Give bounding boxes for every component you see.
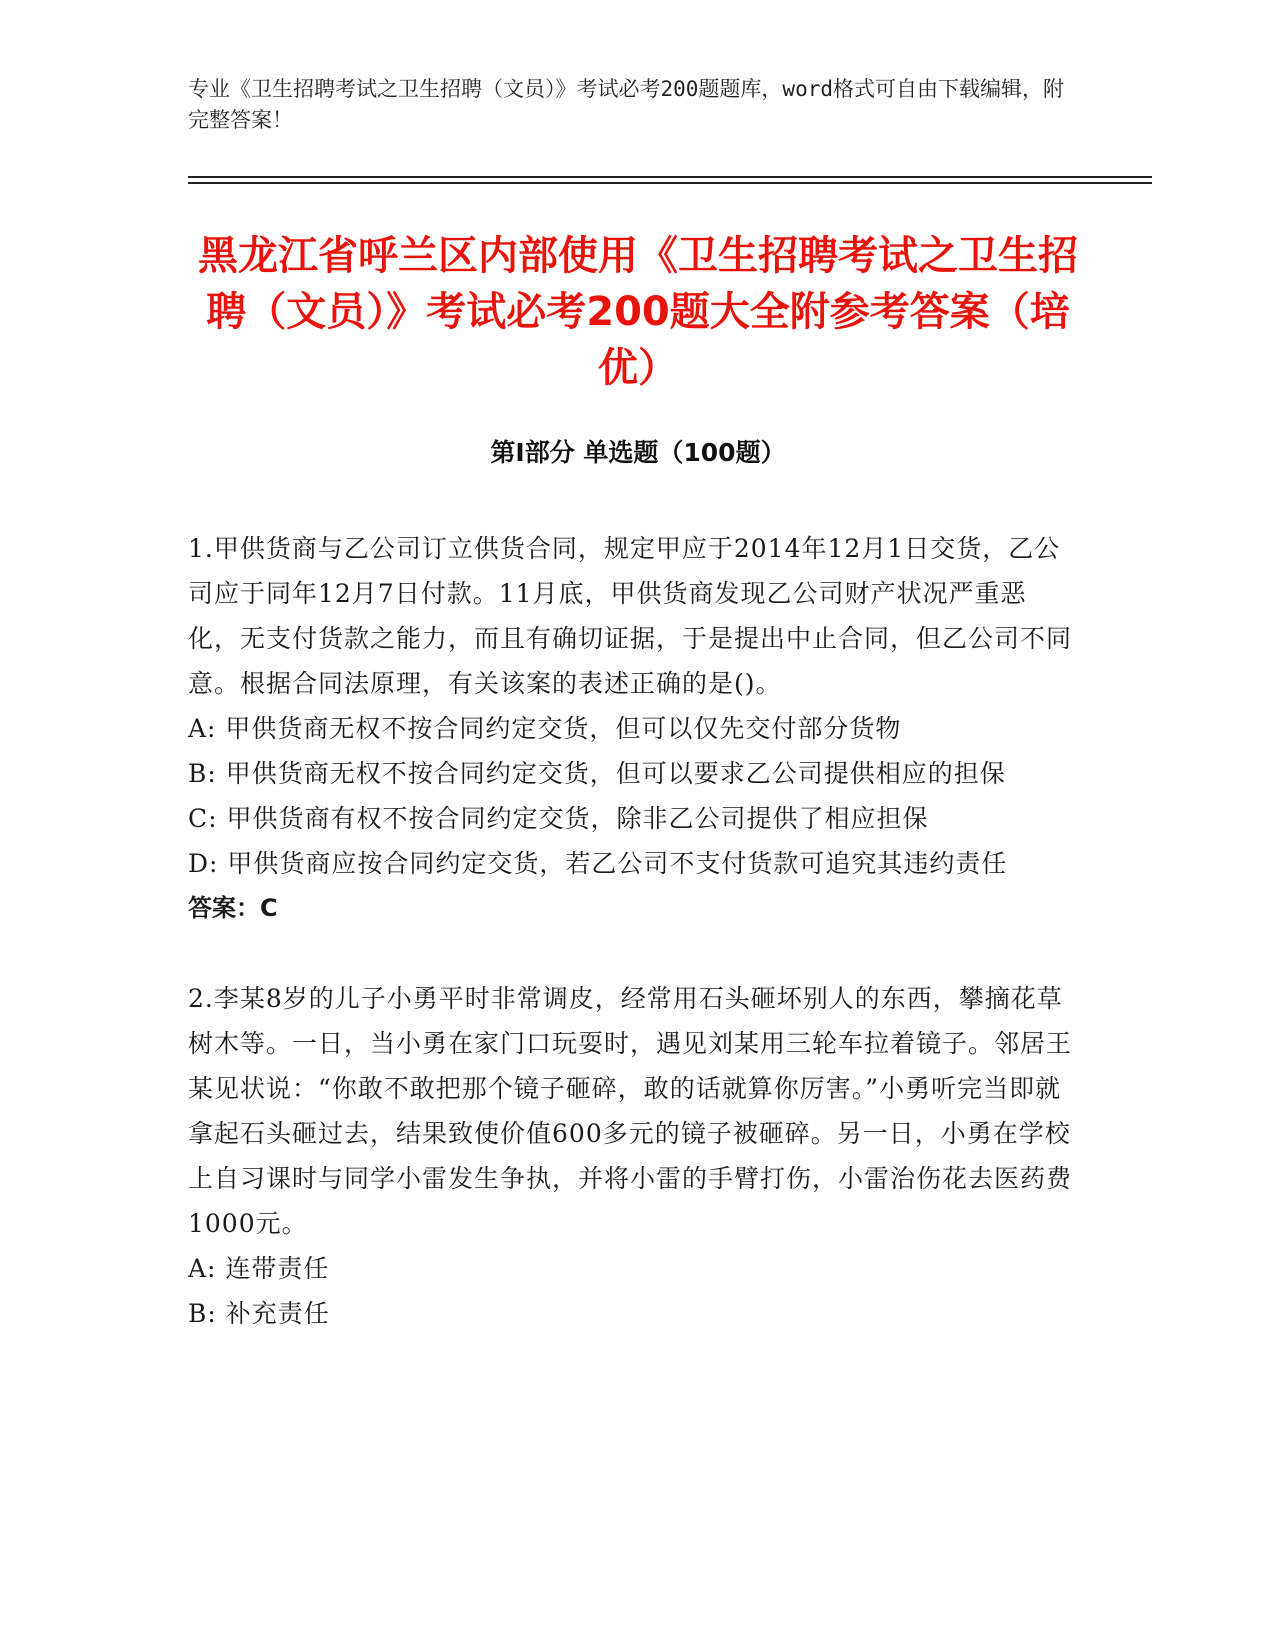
- option-b: B: 甲供货商无权不按合同约定交货，但可以要求乙公司提供相应的担保: [188, 759, 1006, 788]
- option-b: B: 补充责任: [188, 1299, 330, 1328]
- question-2: [188, 976, 1078, 1336]
- header-note: 专业《卫生招聘考试之卫生招聘（文员）》考试必考200题题库，word格式可自由下载编辑，附完整答案！: [188, 77, 1064, 132]
- question-stem: 1.甲供货商与乙公司订立供货合同，规定甲应于2014年12月1日交货，乙公司应于同年12月7日付款。11月底，甲供货商发现乙公司财产状况严重恶化，无支付货款之能力，而且有确切证据，于是提出中止合同，但乙公司不同意。根据合同法原理，有关该案的表述正确的是()。: [188, 534, 1073, 698]
- question-1: [188, 526, 1078, 931]
- question-stem: 2.李某8岁的儿子小勇平时非常调皮，经常用石头砸坏别人的东西，攀摘花草树木等。一日，当小勇在家门口玩耍时，遇见刘某用三轮车拉着镜子。邻居王某见状说：“你敢不敢把那个镜子砸碎，敢的话就算你厉害。”小勇听完当即就拿起石头砸过去，结果致使价值600多元的镜子被砸碎。另一日，小勇在学校上自习课时与同学小雷发生争执，并将小雷的手臂打伤，小雷治伤花去医药费1000元。: [188, 984, 1073, 1238]
- option-a: A: 连带责任: [188, 1254, 330, 1283]
- header-divider-top: [188, 176, 1152, 178]
- answer-label: 答案：C: [188, 894, 278, 922]
- option-d: D: 甲供货商应按合同约定交货，若乙公司不支付货款可追究其违约责任: [188, 849, 1008, 878]
- document-title: 黑龙江省呼兰区内部使用《卫生招聘考试之卫生招聘（文员）》考试必考200题大全附参考答案（培优）: [198, 233, 1078, 391]
- question-list: [188, 526, 1078, 1381]
- option-a: A: 甲供货商无权不按合同约定交货，但可以仅先交付部分货物: [188, 714, 902, 743]
- section-heading: 第Ⅰ部分 单选题（100题）: [490, 438, 786, 467]
- option-c: C: 甲供货商有权不按合同约定交货，除非乙公司提供了相应担保: [188, 804, 929, 833]
- header-divider-bottom: [188, 182, 1152, 184]
